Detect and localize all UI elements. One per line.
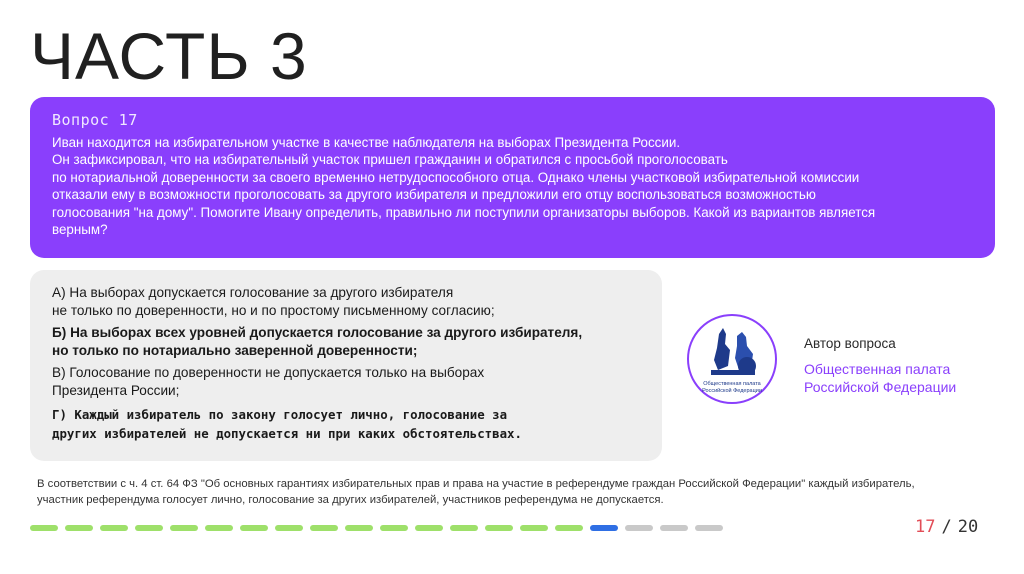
author-name-line: Общественная палата xyxy=(804,361,951,377)
answer-line: В) Голосование по доверенности не допускается только на выборах xyxy=(52,365,485,380)
progress-segment xyxy=(380,525,408,531)
question-line: отказали ему в возможности проголосовать за другого избирателя и предложили его отцу воспользоваться возможностью xyxy=(52,187,816,203)
author-name xyxy=(804,360,956,396)
answer-line: не только по доверенности, но и по простому письменному согласию; xyxy=(52,303,495,318)
answer-line: А) На выборах допускается голосование за другого избирателя xyxy=(52,285,454,300)
public-chamber-logo xyxy=(687,314,777,404)
question-line: верным? xyxy=(52,222,108,238)
question-number: Вопрос 17 xyxy=(52,111,138,129)
answer-line: но только по нотариально заверенной доверенности; xyxy=(52,343,418,358)
question-line: Иван находится на избирательном участке в качестве наблюдателя на выборах Президента России. xyxy=(52,135,681,150)
question-line: голосования "на дому". Помогите Ивану определить, правильно ли поступили организаторы выборов. Какой из вариантов является xyxy=(52,204,876,220)
monument-emblem-icon xyxy=(697,322,767,396)
footnote-line: участник референдума голосует лично, голосование за других избирателей, участников референдума не допускается. xyxy=(37,493,664,506)
progress-segment xyxy=(170,525,198,531)
answer-line: Президента России; xyxy=(52,383,180,398)
question-card xyxy=(30,97,995,258)
progress-segment xyxy=(345,525,373,531)
progress-segment xyxy=(275,525,303,531)
progress-segment xyxy=(310,525,338,531)
total-pages: 20 xyxy=(957,517,979,537)
progress-segment xyxy=(135,525,163,531)
answers-card xyxy=(30,270,662,461)
question-text xyxy=(52,134,973,238)
progress-segment xyxy=(205,525,233,531)
answer-option-c[interactable] xyxy=(52,364,644,400)
progress-segment xyxy=(590,525,618,531)
footnote-line: В соответствии с ч. 4 ст. 64 ФЗ "Об основных гарантиях избирательных прав и права на участие в референдуме граждан Российской Федерации" каждый избиратель, xyxy=(37,478,915,490)
logo-caption-line: Российской Федерации xyxy=(702,388,762,394)
progress-segment xyxy=(485,525,513,531)
answer-option-d[interactable] xyxy=(52,406,644,443)
progress-segment xyxy=(100,525,128,531)
author-label: Автор вопроса xyxy=(804,336,896,351)
author-name-line: Российской Федерации xyxy=(804,379,957,395)
progress-segment xyxy=(695,525,723,531)
page-separator: / xyxy=(941,517,952,537)
page-title: ЧАСТЬ 3 xyxy=(30,19,308,93)
answer-option-a[interactable] xyxy=(52,284,644,320)
answer-line: других избирателей не допускается ни при каких обстоятельствах. xyxy=(52,425,522,441)
progress-segment xyxy=(240,525,268,531)
answer-option-b[interactable] xyxy=(52,324,644,360)
answer-line: Г) Каждый избиратель по закону голосует лично, голосование за xyxy=(52,407,508,422)
progress-segment xyxy=(625,525,653,531)
current-page: 17 xyxy=(915,517,936,537)
progress-segment xyxy=(660,525,688,531)
progress-segment xyxy=(520,525,548,531)
progress-segment xyxy=(450,525,478,531)
question-line: по нотариальной доверенности за своего временно нетрудоспособного отца. Однако члены участковой избирательной комиссии xyxy=(52,169,860,185)
progress-segment xyxy=(415,525,443,531)
footnote xyxy=(37,477,915,508)
logo-caption-line: Общественная палата xyxy=(703,381,761,387)
question-line: Он зафиксировал, что на избирательный участок пришел гражданин и обратился с просьбой проголосовать xyxy=(52,152,728,168)
page-counter xyxy=(915,517,978,537)
progress-segment xyxy=(30,525,58,531)
progress-bar xyxy=(30,525,723,531)
answer-line: Б) На выборах всех уровней допускается голосование за другого избирателя, xyxy=(52,325,583,340)
progress-segment xyxy=(65,525,93,531)
progress-segment xyxy=(555,525,583,531)
